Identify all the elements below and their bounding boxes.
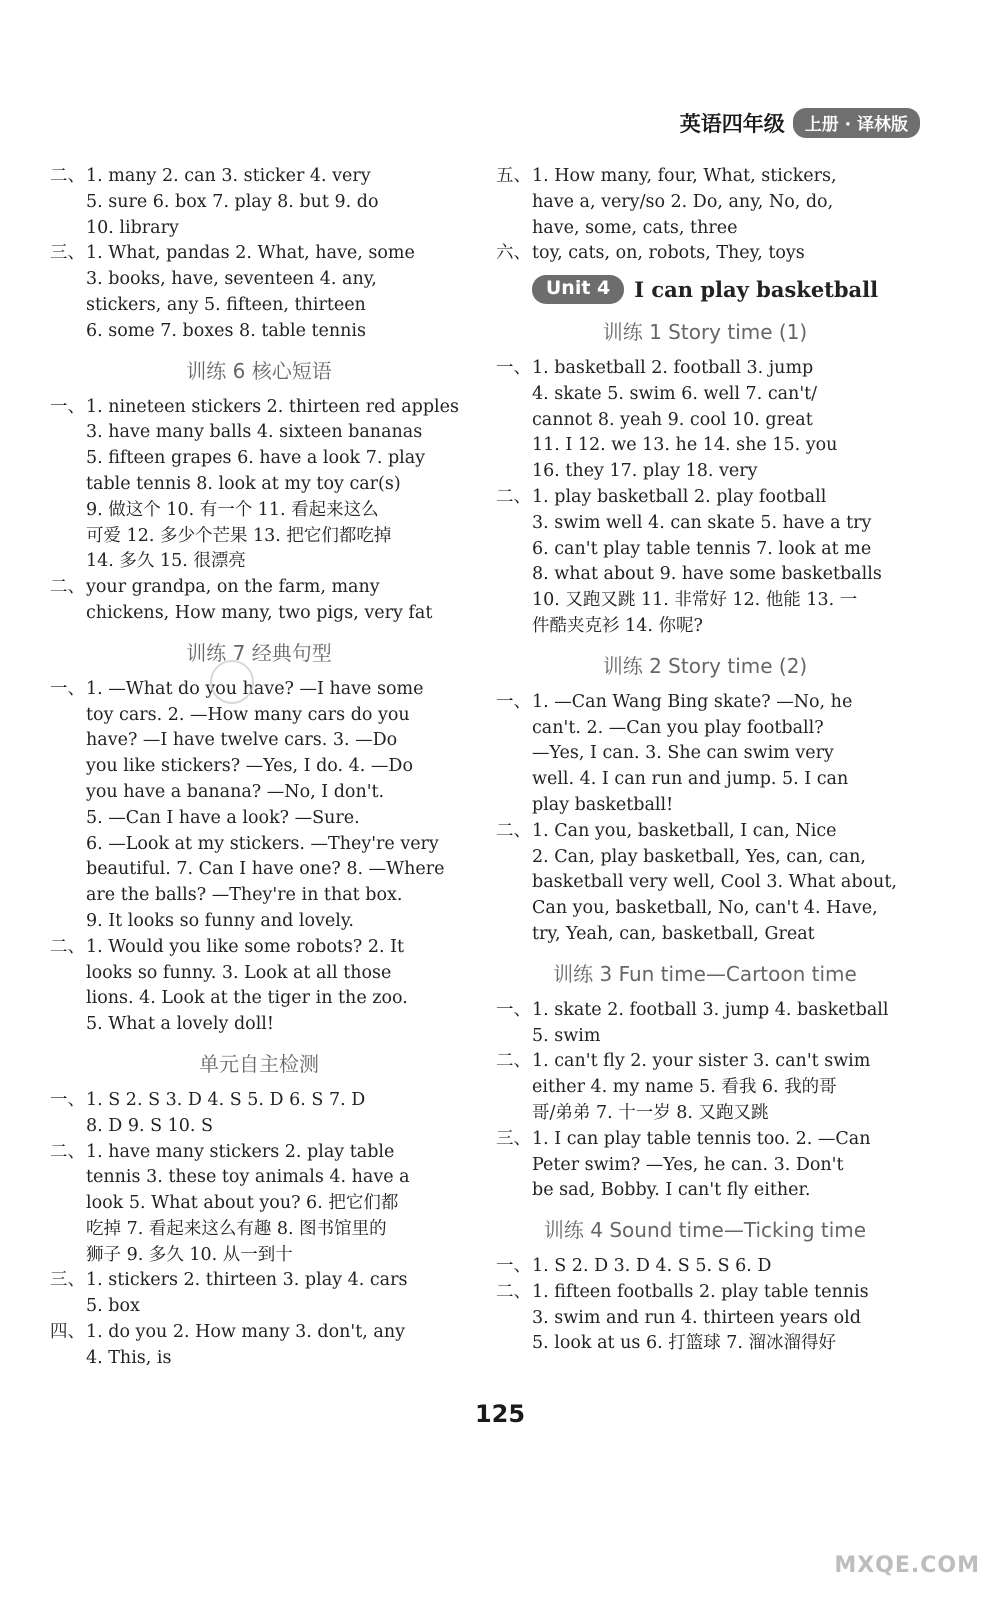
answer-line: try, Yeah, can, basketball, Great [532, 923, 815, 944]
answer-line: 1. I can play table tennis too. 2. —Can [532, 1128, 871, 1149]
answer-line: table tennis 8. look at my toy car(s) [86, 473, 401, 494]
exercise-er [496, 1280, 914, 1357]
answer-line: 1. Can you, basketball, I can, Nice [532, 820, 837, 841]
answer-line: play basketball! [532, 794, 674, 815]
exercise-body [86, 1320, 468, 1372]
answer-line: 件酷夹克衫 14. 你呢? [532, 615, 703, 636]
exercise-er [50, 575, 468, 627]
exercise-body [532, 998, 914, 1050]
section-title-training-2: 训练 2 Story time (2) [602, 653, 808, 678]
exercise-body [86, 677, 468, 935]
site-watermark: MXQE.COM [834, 1553, 980, 1578]
page-number: 125 [474, 1400, 526, 1428]
exercise-body [532, 241, 914, 267]
answer-line: be sad, Bobby. I can't fly either. [532, 1180, 811, 1201]
exercise-body [86, 1140, 468, 1269]
answer-line: 5. sure 6. box 7. play 8. but 9. do [86, 191, 379, 212]
answer-line: 11. I 12. we 13. he 14. she 15. you [532, 435, 838, 456]
exercise-label: 二、 [496, 1051, 531, 1072]
answer-line: 6. can't play table tennis 7. look at me [532, 538, 872, 559]
answer-line: 4. This, is [86, 1347, 172, 1368]
answer-line: 5. —Can I have a look? —Sure. [86, 807, 360, 828]
answer-line: have a, very/so 2. Do, any, No, do, [532, 191, 834, 212]
exercise-label: 二、 [496, 486, 531, 507]
answer-line: 4. skate 5. swim 6. well 7. can't/ [532, 383, 818, 404]
exercise-label: 六、 [496, 243, 531, 264]
answer-line: can't. 2. —Can you play football? [532, 717, 824, 738]
answer-line: 5. fifteen grapes 6. have a look 7. play [86, 448, 426, 469]
answer-line: 10. library [86, 217, 179, 238]
answer-line: Can you, basketball, No, can't 4. Have, [532, 898, 878, 919]
exercise-wu [496, 164, 914, 241]
answer-line: cannot 8. yeah 9. cool 10. great [532, 409, 813, 430]
exercise-body [532, 485, 914, 640]
section-title-training-3: 训练 3 Fun time—Cartoon time [553, 961, 857, 986]
exercise-body [532, 690, 914, 819]
answer-line: chickens, How many, two pigs, very fat [86, 602, 433, 623]
exercise-body [532, 1049, 914, 1126]
exercise-label: 一、 [50, 396, 85, 417]
exercise-liu [496, 241, 914, 267]
exercise-label: 二、 [50, 936, 85, 957]
answer-line: your grandpa, on the farm, many [86, 577, 380, 598]
exercise-label: 一、 [496, 357, 531, 378]
answer-line: 5. swim [532, 1025, 601, 1046]
answer-line: 6. some 7. boxes 8. table tennis [86, 320, 367, 341]
exercise-si [50, 1320, 468, 1372]
answer-line: 3. swim and run 4. thirteen years old [532, 1307, 861, 1328]
answer-line: 14. 多久 15. 很漂亮 [86, 551, 246, 572]
exercise-er [50, 1140, 468, 1269]
answer-line: 16. they 17. play 18. very [532, 461, 758, 482]
answer-line: 1. skate 2. football 3. jump 4. basketball [532, 999, 889, 1020]
answer-line: 3. have many balls 4. sixteen bananas [86, 422, 423, 443]
section-title-training-4: 训练 4 Sound time—Ticking time [543, 1218, 867, 1243]
unit-heading [496, 275, 914, 304]
exercise-san [50, 241, 468, 344]
exercise-er [496, 485, 914, 640]
answer-line: 8. D 9. S 10. S [86, 1115, 214, 1136]
exercise-label: 三、 [50, 1270, 85, 1291]
answer-line: 1. Would you like some robots? 2. It [86, 936, 405, 957]
exercise-body [86, 575, 468, 627]
answer-line: have? —I have twelve cars. 3. —Do [86, 730, 398, 751]
answer-line: either 4. my name 5. 看我 6. 我的哥 [532, 1077, 837, 1098]
answer-line: 5. box [86, 1296, 140, 1317]
answer-line: 10. 又跑又跳 11. 非常好 12. 他能 13. 一 [532, 590, 858, 611]
section-title-training-1: 训练 1 Story time (1) [602, 319, 808, 344]
answer-line: 9. It looks so funny and lovely. [86, 910, 354, 931]
section-title-training-7: 训练 7 经典句型 [186, 640, 332, 665]
exercise-label: 一、 [496, 691, 531, 712]
exercise-er [50, 935, 468, 1038]
exercise-label: 三、 [496, 1128, 531, 1149]
header-subject: 英语四年级 [679, 112, 785, 136]
exercise-body [86, 395, 468, 576]
answer-line: 吃掉 7. 看起来这么有趣 8. 图书馆里的 [86, 1218, 387, 1239]
exercise-yi [496, 356, 914, 485]
answer-line: 1. can't fly 2. your sister 3. can't swim [532, 1051, 871, 1072]
answer-line: 1. many 2. can 3. sticker 4. very [86, 166, 371, 186]
answer-line: 3. books, have, seventeen 4. any, [86, 269, 377, 290]
exercise-body [86, 935, 468, 1038]
answer-line: 1. —Can Wang Bing skate? —No, he [532, 691, 853, 712]
exercise-label: 二、 [50, 1141, 85, 1162]
exercise-yi [50, 1088, 468, 1140]
answer-line: 3. swim well 4. can skate 5. have a try [532, 512, 872, 533]
answer-line: 1. nineteen stickers 2. thirteen red apples [86, 396, 459, 417]
answer-line: tennis 3. these toy animals 4. have a [86, 1167, 410, 1188]
exercise-body [86, 164, 468, 241]
exercise-label: 二、 [496, 820, 531, 841]
header-edition-badge: 上册 · 译林版 [793, 108, 920, 138]
answer-line: you have a banana? —No, I don't. [86, 781, 385, 802]
answer-line: 1. —What do you have? —I have some [86, 678, 424, 699]
exercise-label: 一、 [496, 1256, 531, 1277]
exercise-label: 二、 [50, 166, 85, 186]
exercise-label: 二、 [50, 577, 85, 598]
answer-line: 哥/弟弟 7. 十一岁 8. 又跑又跳 [532, 1102, 769, 1123]
exercise-body [532, 164, 914, 241]
answer-line: well. 4. I can run and jump. 5. I can [532, 769, 849, 790]
answer-line: 1. fifteen footballs 2. play table tennis [532, 1281, 869, 1302]
answer-line: —Yes, I can. 3. She can swim very [532, 743, 834, 764]
answer-line: 狮子 9. 多久 10. 从一到十 [86, 1244, 293, 1265]
answer-line: have, some, cats, three [532, 217, 738, 238]
page-header [680, 108, 920, 138]
section-title-training-6: 训练 6 核心短语 [186, 358, 332, 383]
exercise-yi [50, 395, 468, 576]
unit-badge: Unit 4 [532, 275, 624, 304]
unit-title: I can play basketball [634, 276, 879, 302]
answer-line: 1. basketball 2. football 3. jump [532, 357, 814, 378]
exercise-label: 四、 [50, 1322, 85, 1343]
exercise-san [496, 1127, 914, 1204]
answer-line: lions. 4. Look at the tiger in the zoo. [86, 988, 408, 1009]
answer-line: 1. How many, four, What, stickers, [532, 166, 837, 186]
exercise-yi [50, 677, 468, 935]
answer-line: you like stickers? —Yes, I do. 4. —Do [86, 756, 413, 777]
answer-line: 9. 做这个 10. 有一个 11. 看起来这么 [86, 499, 379, 520]
answer-line: 可爱 12. 多少个芒果 13. 把它们都吃掉 [86, 525, 392, 546]
answer-line: 1. play basketball 2. play football [532, 486, 827, 507]
exercise-body [86, 1268, 468, 1320]
stamp-watermark-icon [210, 660, 254, 704]
exercise-er [496, 819, 914, 948]
exercise-yi [496, 1254, 914, 1280]
answer-line: basketball very well, Cool 3. What about, [532, 872, 897, 893]
exercise-yi [496, 690, 914, 819]
exercise-label: 五、 [496, 166, 531, 186]
exercise-label: 二、 [496, 1281, 531, 1302]
answer-line: are the balls? —They're in that box. [86, 885, 403, 906]
exercise-body [532, 1127, 914, 1204]
answer-line: stickers, any 5. fifteen, thirteen [86, 294, 366, 315]
answer-line: 1. S 2. S 3. D 4. S 5. D 6. S 7. D [86, 1089, 366, 1110]
answer-line: 5. What a lovely doll! [86, 1014, 274, 1035]
answer-line: toy, cats, on, robots, They, toys [532, 243, 805, 264]
answer-line: toy cars. 2. —How many cars do you [86, 704, 410, 725]
answer-line: 1. stickers 2. thirteen 3. play 4. cars [86, 1270, 408, 1291]
exercise-yi [496, 998, 914, 1050]
answer-line: look 5. What about you? 6. 把它们都 [86, 1193, 399, 1214]
exercise-label: 一、 [50, 678, 85, 699]
exercise-body [86, 241, 468, 344]
left-column [50, 164, 468, 1372]
answer-line: 8. what about 9. have some basketballs [532, 564, 882, 585]
right-column [496, 164, 914, 1357]
answer-line: 1. What, pandas 2. What, have, some [86, 243, 415, 264]
exercise-label: 一、 [496, 999, 531, 1020]
exercise-body [532, 356, 914, 485]
answer-line: 5. look at us 6. 打篮球 7. 溜冰溜得好 [532, 1333, 837, 1354]
section-title-unit-test: 单元自主检测 [199, 1051, 319, 1076]
exercise-body [532, 819, 914, 948]
answer-line: 6. —Look at my stickers. —They're very [86, 833, 439, 854]
exercise-er [50, 164, 468, 241]
answer-line: 2. Can, play basketball, Yes, can, can, [532, 846, 866, 867]
exercise-body [532, 1280, 914, 1357]
exercise-body [532, 1254, 914, 1280]
answer-line: 1. do you 2. How many 3. don't, any [86, 1322, 405, 1343]
answer-line: Peter swim? —Yes, he can. 3. Don't [532, 1154, 844, 1175]
exercise-body [86, 1088, 468, 1140]
exercise-er [496, 1049, 914, 1126]
exercise-label: 三、 [50, 243, 85, 264]
answer-line: looks so funny. 3. Look at all those [86, 962, 392, 983]
answer-line: beautiful. 7. Can I have one? 8. —Where [86, 859, 445, 880]
answer-line: 1. S 2. D 3. D 4. S 5. S 6. D [532, 1256, 772, 1277]
exercise-san [50, 1268, 468, 1320]
answer-line: 1. have many stickers 2. play table [86, 1141, 395, 1162]
exercise-label: 一、 [50, 1089, 85, 1110]
